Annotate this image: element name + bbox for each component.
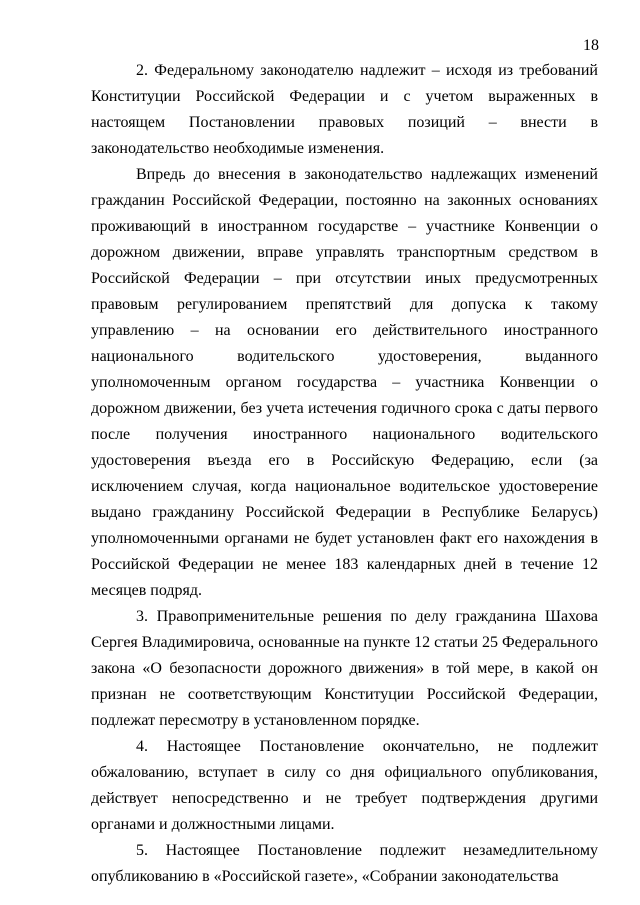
page-number: 18 xyxy=(583,37,599,54)
paragraph-legislator-duty: 2. Федеральному законодателю надлежит – исходя из требований Конституции Российской Федерации и с учетом выраженных в настоящем Постановлении правовых позиций – внести в законодательство необходимые изменения. xyxy=(91,62,598,157)
paragraph-interim-rule: Впредь до внесения в законодательство надлежащих изменений гражданин Российской Федерации, постоянно на законных основаниях проживающий в иностранном государстве – участнике Конвенции о дорожном движении, вправе управлять транспортным средством в Российской Федерации – при отсутствии иных предусмотренных правовым регулированием препятствий для допуска к такому управлению – на основании его действительного иностранного национального водительского удостоверения, выданного уполномоченным органом государства – участника Конвенции о дорожном движении, без учета истечения годичного срока с даты первого после получения иностранного национального водительского удостоверения въезда его в Российскую Федерацию, если (за исключением случая, когда национальное водительское удостоверение выдано гражданину Российской Федерации в Республике Беларусь) уполномоченными органами не будет установлен факт его нахождения в Российской Федерации не менее 183 календарных дней в течение 12 месяцев подряд. xyxy=(91,166,598,599)
document-body xyxy=(91,58,598,890)
paragraph-review-decisions: 3. Правоприменительные решения по делу гражданина Шахова Сергея Владимировича, основанные на пункте 12 статьи 25 Федерального закона «О безопасности дорожного движения» в той мере, в какой он признан не соответствующим Конституции Российской Федерации, подлежат пересмотру в установленном порядке. xyxy=(91,608,598,729)
paragraph-final-ruling: 4. Настоящее Постановление окончательно, не подлежит обжалованию, вступает в силу со дня официального опубликования, действует непосредственно и не требует подтверждения другими органами и должностными лицами. xyxy=(91,738,598,833)
paragraph-publication: 5. Настоящее Постановление подлежит незамедлительному опубликованию в «Российской газете», «Собрании законодательства xyxy=(91,842,598,885)
